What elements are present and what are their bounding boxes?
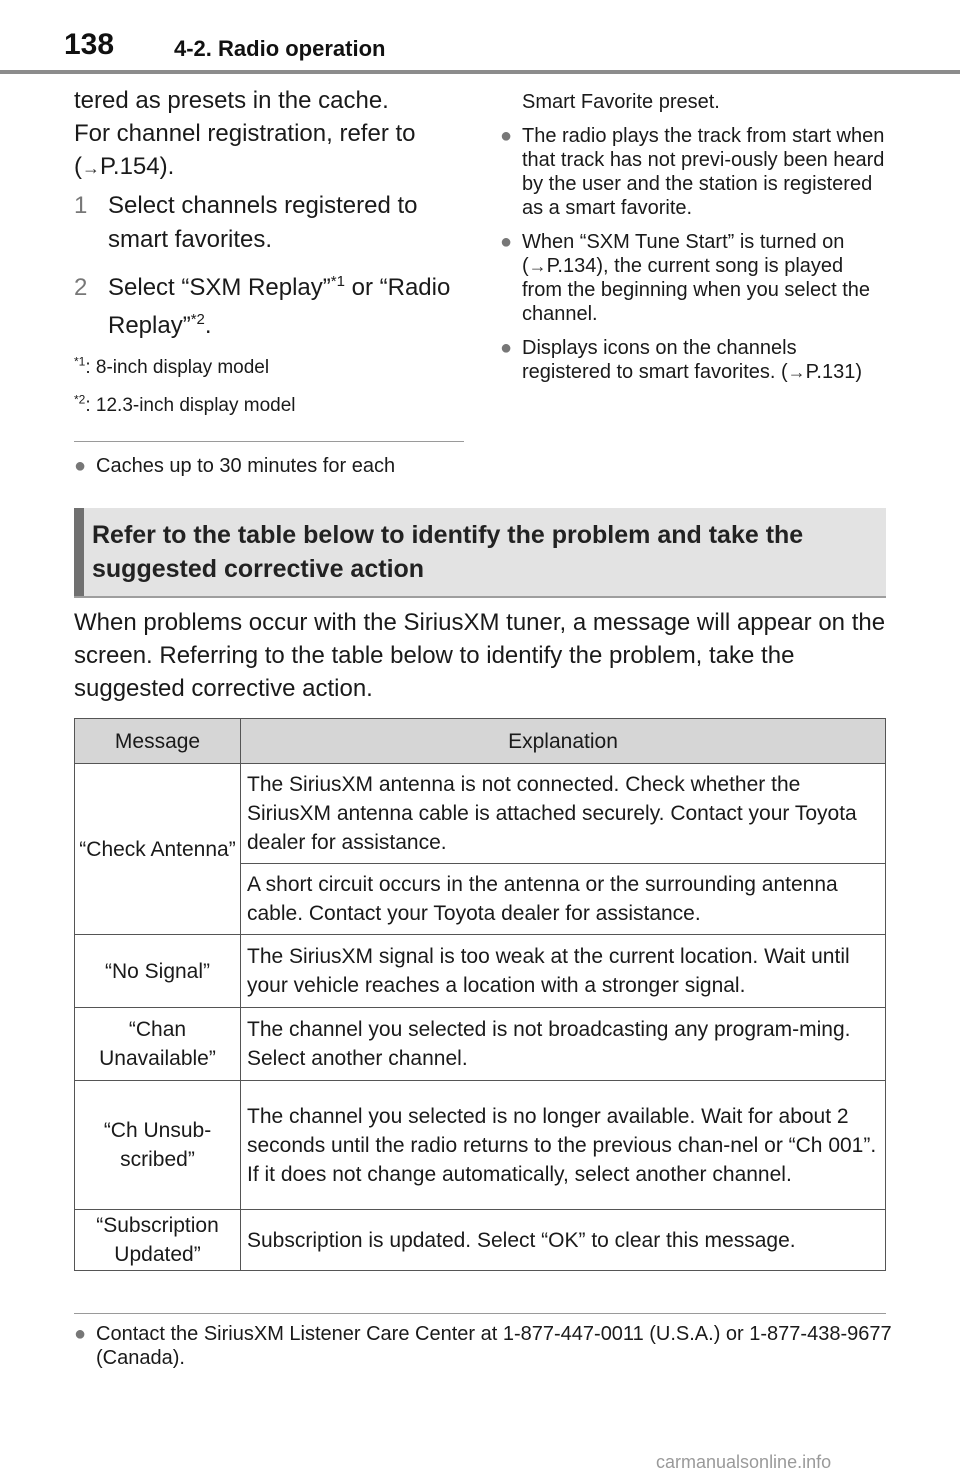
column-header-explanation: Explanation: [241, 719, 886, 764]
bullet-dot-icon: ●: [500, 125, 513, 147]
list-item: [74, 1322, 908, 1370]
footnote-2: $^{*2}$: 12.3-inch display model: [74, 392, 296, 416]
continued-text: tered as presets in the cache.: [74, 87, 389, 114]
troubleshooting-table: [74, 718, 886, 1271]
bottom-divider: [74, 1313, 886, 1314]
explanation-cell: The SiriusXM signal is too weak at the current location. Wait until your vehicle reaches a location with a stronger signal.: [241, 935, 886, 1008]
step-number: 1: [74, 192, 88, 219]
message-cell: “Subscription Updated”: [75, 1210, 241, 1271]
list-item: ● When “SXM Tune Start” is turned on (→P.134), the current song is played from the beginning when you select the channel.: [500, 231, 870, 325]
list-item: ● Caches up to 30 minutes for each: [74, 455, 396, 477]
explanation-cell: The channel you selected is no longer available. Wait for about 2 seconds until the radio returns to the previous chan-nel or “Ch 001”. If it does not change automatically, select another channel.: [241, 1081, 886, 1210]
table-row: [75, 1081, 886, 1210]
page-header: [0, 0, 960, 76]
explanation-cell: Subscription is updated. Select “OK” to clear this message.: [241, 1210, 886, 1271]
bullet-dot-icon: ●: [500, 337, 513, 359]
watermark: carmanualsonline.info: [656, 1452, 832, 1472]
bullet-dot-icon: ●: [74, 455, 87, 477]
arrow-right-icon: →: [82, 158, 100, 178]
footnote-marker: *2: [190, 311, 205, 328]
table-row: [75, 764, 886, 864]
list-item: ● Displays icons on the channels registered to smart favorites. (→P.131): [500, 337, 863, 383]
banner-title: Refer to the table below to identify the problem and take the suggested corrective action: [92, 521, 804, 583]
page-reference-link[interactable]: P.154).: [100, 153, 175, 180]
step-1: [74, 189, 466, 257]
page-number: 138: [64, 28, 115, 61]
explanation-cell: A short circuit occurs in the antenna or the surrounding antenna cable. Contact your Toyota dealer for assistance.: [241, 864, 886, 935]
intro-paragraph: When problems occur with the SiriusXM tuner, a message will appear on the screen. Referring to the table below to identify the problem, take the suggested corrective action.: [74, 609, 886, 702]
contact-note: Contact the SiriusXM Listener Care Center at 1-877-447-0011 (U.S.A.) or 1-877-438-9677 (Canada).: [96, 1323, 892, 1369]
list-item: ● The radio plays the track from start when that track has not previ-ously been heard by the user and the station is registered as a smart favorite.: [500, 125, 885, 219]
step-text: Select channels registered to smart favorites.: [108, 192, 418, 253]
message-cell: “No Signal”: [75, 935, 241, 1008]
arrow-right-icon: →: [787, 362, 806, 382]
bullet-dot-icon: ●: [500, 231, 513, 253]
message-cell: “Chan Unavailable”: [75, 1008, 241, 1081]
table-header-row: [75, 719, 886, 764]
bullet-dot-icon: ●: [74, 1323, 87, 1345]
step-number: 2: [74, 274, 88, 301]
column-divider: [74, 441, 464, 442]
section-title: 4-2. Radio operation: [174, 36, 386, 61]
explanation-cell: The SiriusXM antenna is not connected. Check whether the SiriusXM antenna cable is attached securely. Contact your Toyota dealer for assistance.: [241, 764, 886, 864]
table-row: [75, 935, 886, 1008]
explanation-cell: The channel you selected is not broadcasting any program-ming. Select another channel.: [241, 1008, 886, 1081]
table-row: [75, 1008, 886, 1081]
footnote-1: $^{*1}$: 8-inch display model: [74, 354, 270, 378]
column-header-message: Message: [75, 719, 241, 764]
step-2: 2 Select “SXM Replay”$^{*1}$ or “Radio Replay”$^{*2}$.: [74, 269, 466, 345]
section-banner: [74, 508, 886, 598]
message-cell: “Check Antenna”: [75, 764, 241, 935]
page-reference-link[interactable]: P.134): [546, 255, 604, 277]
header-divider: [0, 70, 960, 74]
message-cell: “Ch Unsub-scribed”: [75, 1081, 241, 1210]
continued-text: Smart Favorite preset.: [522, 91, 720, 113]
page-reference-link[interactable]: P.131): [805, 361, 863, 383]
arrow-right-icon: →: [528, 256, 547, 276]
registration-text: For channel registration, refer to (→P.154).: [74, 120, 416, 180]
right-column: [500, 84, 888, 384]
banner-accent-bar: [74, 508, 84, 596]
left-column: [74, 84, 466, 478]
table-row: [75, 1210, 886, 1271]
footnote-marker: *1: [330, 273, 345, 290]
